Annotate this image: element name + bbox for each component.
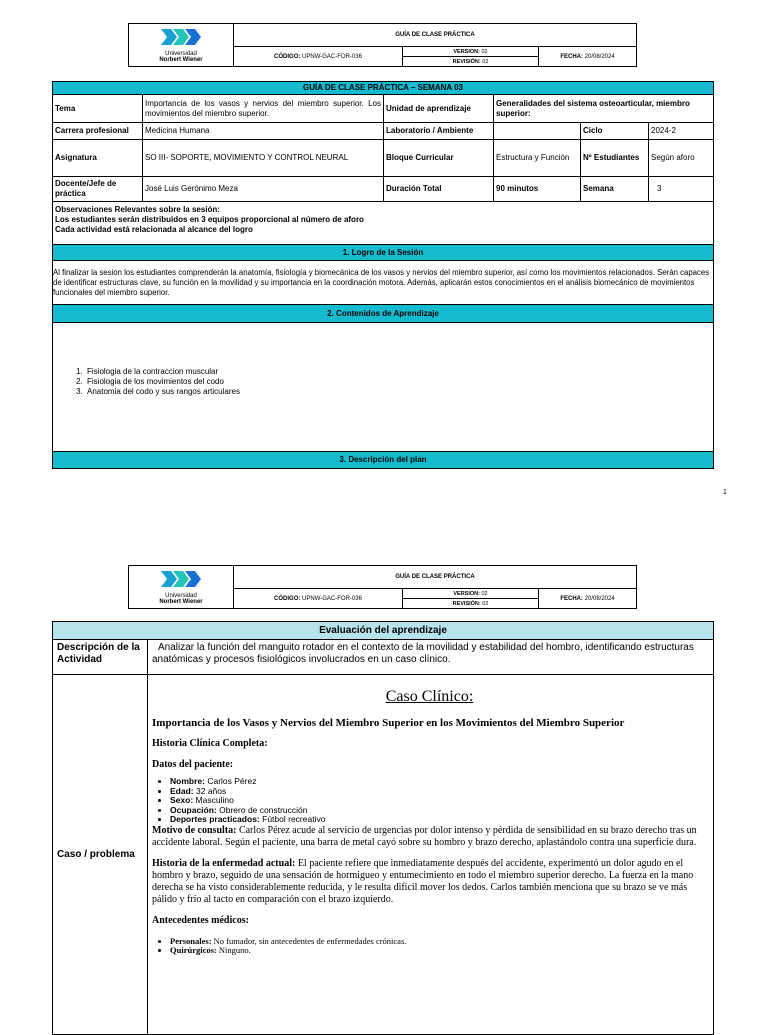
contenidos-heading: 2. Contenidos de Aprendizaje xyxy=(53,305,714,323)
carrera-label: Carrera profesional xyxy=(53,123,143,140)
docente-value: José Luis Gerónimo Meza xyxy=(143,177,384,202)
ciclo-value: 2024-2 xyxy=(649,123,714,140)
list-item: • Ocupación: Obrero de construcción xyxy=(170,806,707,816)
descripcion-value: Analizar la función del manguito rotador en el contexto de la movilidad y estabilidad del hombro, identificando estructuras anatómicas y procesos fisiológicos involucrados en un caso clínico. xyxy=(148,640,714,675)
evaluation-banner: Evaluación del aprendizaje xyxy=(53,622,714,640)
list-item: 2. Fisiologia de los movimientos del codo xyxy=(85,377,711,387)
list-item: • Personales: No fumador, sin antecedentes de enfermedades crónicas. xyxy=(170,937,707,947)
historia-title: Historia Clínica Completa: xyxy=(152,738,268,749)
logo-line2: Norbert Wiener xyxy=(159,57,203,63)
caso-heading: Importancia de los Vasos y Nervios del Miembro Superior en los Movimientos del Miembro Superior xyxy=(152,717,625,729)
logro-text: Al finalizar la sesion los estudiantes comprenderán la anatomía, fisiología y biomecánica de los vasos y nervios del miembro superior, así como los movimientos relacionados. Serán capaces de identificar estructuras clave, su función en la movilidad y su importancia en la coordinación motora. Además, aplicarán estos conocimientos en el análisis biomecánico de movimientos funcionales del miembro superior. xyxy=(53,261,714,305)
logo-line1: Universidad xyxy=(165,51,197,57)
guide-table xyxy=(52,81,714,469)
lab-value xyxy=(494,123,581,140)
fecha-cell: FECHA: 20/08/2024 xyxy=(539,589,637,609)
contenidos-list xyxy=(53,323,714,452)
list-item: • Quirúrgicos: Ninguno. xyxy=(170,946,707,956)
list-item: • Sexo: Masculino xyxy=(170,796,707,806)
plan-heading: 3. Descripción del plan xyxy=(53,452,714,469)
logo xyxy=(129,24,234,67)
logo xyxy=(129,566,234,609)
tema-label: Tema xyxy=(53,95,143,123)
nro-estudiantes-value: Según aforo xyxy=(649,140,714,177)
duracion-label: Duración Total xyxy=(384,177,494,202)
lab-label: Laboratorio / Ambiente xyxy=(384,123,494,140)
semana-value: 3 xyxy=(649,177,714,202)
list-item: • Nombre: Carlos Pérez xyxy=(170,777,707,787)
patient-data-list xyxy=(152,777,707,825)
fecha-cell: FECHA: 20/08/2024 xyxy=(539,47,637,67)
page-title: GUÍA DE CLASE PRÁCTICA xyxy=(234,24,637,47)
page-number: 1 xyxy=(723,489,727,496)
list-item: • Edad: 32 años xyxy=(170,787,707,797)
list-item: 1. Fisiologia de la contraccion muscular xyxy=(85,367,711,377)
university-logo-icon xyxy=(159,569,203,589)
codigo-cell: CÓDIGO: UPNW-GAC-FOR-036 xyxy=(234,47,403,67)
docente-label: Docente/Jefe de práctica xyxy=(53,177,143,202)
version-cell: VERSION: 02 xyxy=(403,589,539,599)
guide-banner: GUÍA DE CLASE PRÁCTICA – SEMANA 03 xyxy=(53,82,714,95)
revision-cell: REVISIÓN: 02 xyxy=(403,599,539,609)
logo-line1: Universidad xyxy=(165,593,197,599)
revision-cell: REVISIÓN: 02 xyxy=(403,57,539,67)
bloque-label: Bloque Curricular xyxy=(384,140,494,177)
tema-value: Importancia de los vasos y nervios del miembro superior. Los movimientos del miembro superior. xyxy=(143,95,384,123)
descripcion-label: Descripción de la Actividad xyxy=(53,640,148,675)
university-logo-icon xyxy=(159,27,203,47)
document-header-page2 xyxy=(128,565,637,609)
unidad-value: Generalidades del sistema osteoarticular, miembro superior: xyxy=(494,95,714,123)
motivo-consulta: Motivo de consulta: Carlos Pérez acude al servicio de urgencias por dolor intenso y pérdida de sensibilidad en su brazo derecho tras un accidente laboral. Según el paciente, una barra de metal cayó sobre su hombro y brazo derecho, aplastándolo contra una superficie dura. xyxy=(152,824,697,848)
caso-clinico xyxy=(148,675,714,1035)
nro-estudiantes-label: Nº Estudiantes xyxy=(581,140,649,177)
caso-title: Caso Clínico: xyxy=(385,688,474,705)
antecedentes-list xyxy=(152,937,707,956)
semana-label: Semana xyxy=(581,177,649,202)
unidad-label: Unidad de aprendizaje xyxy=(384,95,494,123)
page-title: GUÍA DE CLASE PRÁCTICA xyxy=(234,566,637,589)
codigo-cell: CÓDIGO: UPNW-GAC-FOR-036 xyxy=(234,589,403,609)
caso-label: Caso / problema xyxy=(53,675,148,1035)
logro-heading: 1. Logro de la Sesión xyxy=(53,245,714,261)
version-cell: VERSION: 02 xyxy=(403,47,539,57)
list-item: • Deportes practicados: Fútbol recreativo xyxy=(170,815,707,825)
historia-enfermedad: Historia de la enfermedad actual: El paciente refiere que inmediatamente después del accidente, experimentó un dolor agudo en el hombro y brazo, seguido de una sensación de hormigueo y entumecimiento en todo el miembro superior derecho. La fuerza en la mano derecha se ha visto considerablemente reducida, y le resulta difícil mover los dedos. Carlos también menciona que su brazo se ve más pálido y frío al tacto en comparación con el brazo izquierdo. xyxy=(152,857,694,905)
duracion-value: 90 minutos xyxy=(494,177,581,202)
observaciones: Observaciones Relevantes sobre la sesión: Los estudiantes serán distribuidos en 3 equipos proporcional al número de aforo Cada actividad está relacionada al alcance del logro xyxy=(53,202,714,245)
logo-line2: Norbert Wiener xyxy=(159,599,203,605)
carrera-value: Medicina Humana xyxy=(143,123,384,140)
bloque-value: Estructura y Función xyxy=(494,140,581,177)
datos-title: Datos del paciente: xyxy=(152,759,234,770)
ciclo-label: Ciclo xyxy=(581,123,649,140)
evaluation-table xyxy=(52,621,714,1035)
asignatura-label: Asignatura xyxy=(53,140,143,177)
asignatura-value: SO III- SOPORTE, MOVIMIENTO Y CONTROL NEURAL xyxy=(143,140,384,177)
list-item: 3. Anatomia del codo y sus rangos articulares xyxy=(85,387,711,397)
document-header xyxy=(128,23,637,67)
antecedentes-title: Antecedentes médicos: xyxy=(152,914,249,926)
